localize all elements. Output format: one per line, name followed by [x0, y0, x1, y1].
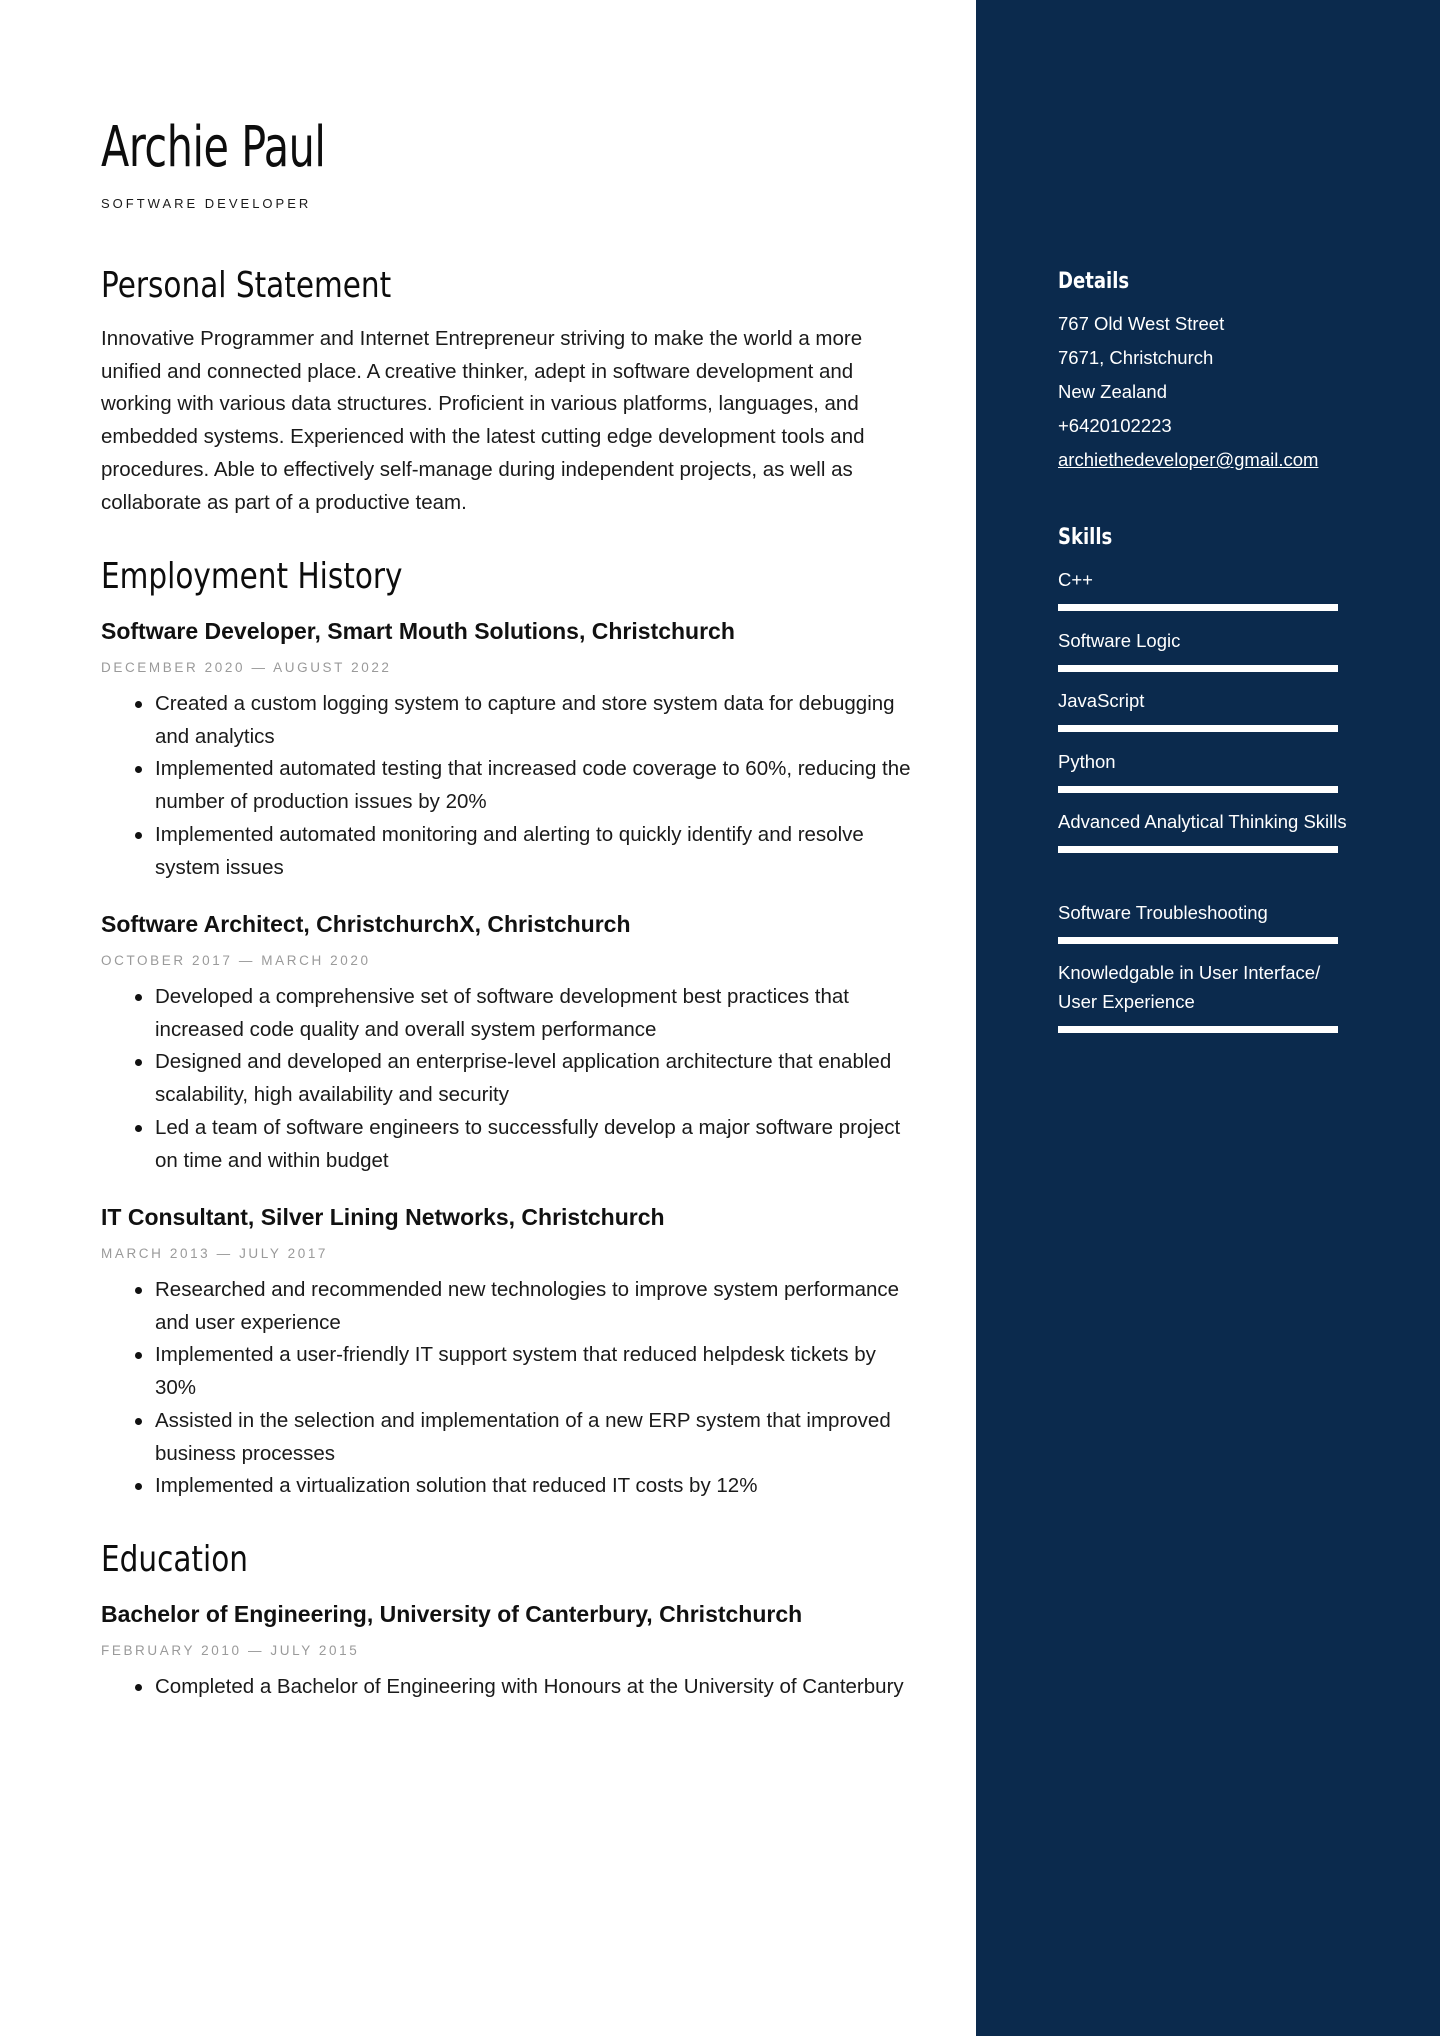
- candidate-name: Archie Paul: [101, 115, 326, 180]
- job-bullet: Implemented automated testing that increased code coverage to 60%, reducing the number of production issues by 20%: [155, 753, 915, 818]
- employment-history-heading: Employment History: [101, 556, 403, 597]
- skill-level-fill: [1058, 846, 1338, 853]
- skill-level-fill: [1058, 725, 1338, 732]
- education-bullet-list: [155, 1671, 915, 1704]
- job-title: IT Consultant, Silver Lining Networks, Christchurch: [101, 1204, 665, 1230]
- skill-level-bar: [1058, 1026, 1338, 1033]
- job-bullet: Implemented a virtualization solution that reduced IT costs by 12%: [155, 1470, 915, 1503]
- job-bullet: Assisted in the selection and implementation of a new ERP system that improved business processes: [155, 1405, 915, 1470]
- personal-statement-heading: Personal Statement: [101, 265, 392, 306]
- job-bullet: Implemented a user-friendly IT support system that reduced helpdesk tickets by 30%: [155, 1339, 915, 1404]
- skill-level-bar: [1058, 846, 1338, 853]
- job-bullet: Created a custom logging system to capture and store system data for debugging and analytics: [155, 688, 915, 753]
- skill-item: [1058, 565, 1348, 611]
- education-heading: Education: [101, 1539, 248, 1580]
- phone-number: +6420102223: [1058, 415, 1172, 436]
- skill-item: [1058, 686, 1348, 732]
- job-dates: MARCH 2013 — JULY 2017: [101, 1246, 329, 1261]
- job-title: Software Architect, ChristchurchX, Christchurch: [101, 911, 631, 937]
- job-bullet-list: [155, 688, 915, 884]
- skill-level-bar: [1058, 665, 1338, 672]
- skill-item: [1058, 958, 1348, 1033]
- skill-level-bar: [1058, 786, 1338, 793]
- job-bullet: Implemented automated monitoring and alerting to quickly identify and resolve system issues: [155, 819, 915, 884]
- address-line-1: 767 Old West Street: [1058, 313, 1225, 334]
- skill-level-bar: [1058, 725, 1338, 732]
- skill-label: Software Troubleshooting: [1058, 902, 1268, 923]
- skill-level-bar: [1058, 604, 1338, 611]
- job-bullet: Researched and recommended new technologies to improve system performance and user experience: [155, 1274, 915, 1339]
- skill-level-fill: [1058, 786, 1338, 793]
- job-dates: OCTOBER 2017 — MARCH 2020: [101, 953, 371, 968]
- job-bullet-list: [155, 981, 915, 1177]
- skill-level-bar: [1058, 937, 1338, 944]
- skill-level-fill: [1058, 604, 1338, 611]
- personal-statement-text: Innovative Programmer and Internet Entrepreneur striving to make the world a more unified and connected place. A creative thinker, adept in software development and working with various data structures. Proficient in various platforms, languages, and embedded systems. Experienced with the latest cutting edge development tools and procedures. Able to effectively self-manage during independent projects, as well as collaborate as part of a productive team.: [101, 327, 865, 514]
- details-heading: Details: [1058, 269, 1130, 294]
- education-dates: FEBRUARY 2010 — JULY 2015: [101, 1643, 360, 1658]
- skill-item: [1058, 747, 1348, 793]
- job-bullet: Led a team of software engineers to successfully develop a major software project on time and within budget: [155, 1112, 915, 1177]
- job-bullet: Developed a comprehensive set of software development best practices that increased code quality and overall system performance: [155, 981, 915, 1046]
- job-dates: DECEMBER 2020 — AUGUST 2022: [101, 660, 392, 675]
- job-title: Software Developer, Smart Mouth Solutions, Christchurch: [101, 618, 735, 644]
- education-bullet: Completed a Bachelor of Engineering with Honours at the University of Canterbury: [155, 1671, 915, 1704]
- address-country: New Zealand: [1058, 381, 1168, 402]
- candidate-title: SOFTWARE DEVELOPER: [101, 196, 312, 211]
- job-bullet: Designed and developed an enterprise-level application architecture that enabled scalability, high availability and security: [155, 1046, 915, 1111]
- address-line-2: 7671, Christchurch: [1058, 347, 1214, 368]
- skill-label: Python: [1058, 751, 1116, 772]
- skill-level-fill: [1058, 1026, 1338, 1033]
- skill-level-fill: [1058, 937, 1338, 944]
- skill-label: JavaScript: [1058, 690, 1145, 711]
- skills-heading: Skills: [1058, 525, 1113, 550]
- skill-item: [1058, 626, 1348, 672]
- skill-item: [1058, 898, 1348, 944]
- email-link[interactable]: archiethedeveloper@gmail.com: [1058, 449, 1319, 470]
- skill-label: Knowledgable in User Interface/ User Experience: [1058, 962, 1321, 1012]
- job-bullet-list: [155, 1274, 915, 1503]
- skill-label: C++: [1058, 569, 1093, 590]
- skill-level-fill: [1058, 665, 1338, 672]
- skill-label: Software Logic: [1058, 630, 1181, 651]
- skill-label: Advanced Analytical Thinking Skills: [1058, 811, 1347, 832]
- education-title: Bachelor of Engineering, University of Canterbury, Christchurch: [101, 1601, 803, 1627]
- skill-item: [1058, 807, 1348, 853]
